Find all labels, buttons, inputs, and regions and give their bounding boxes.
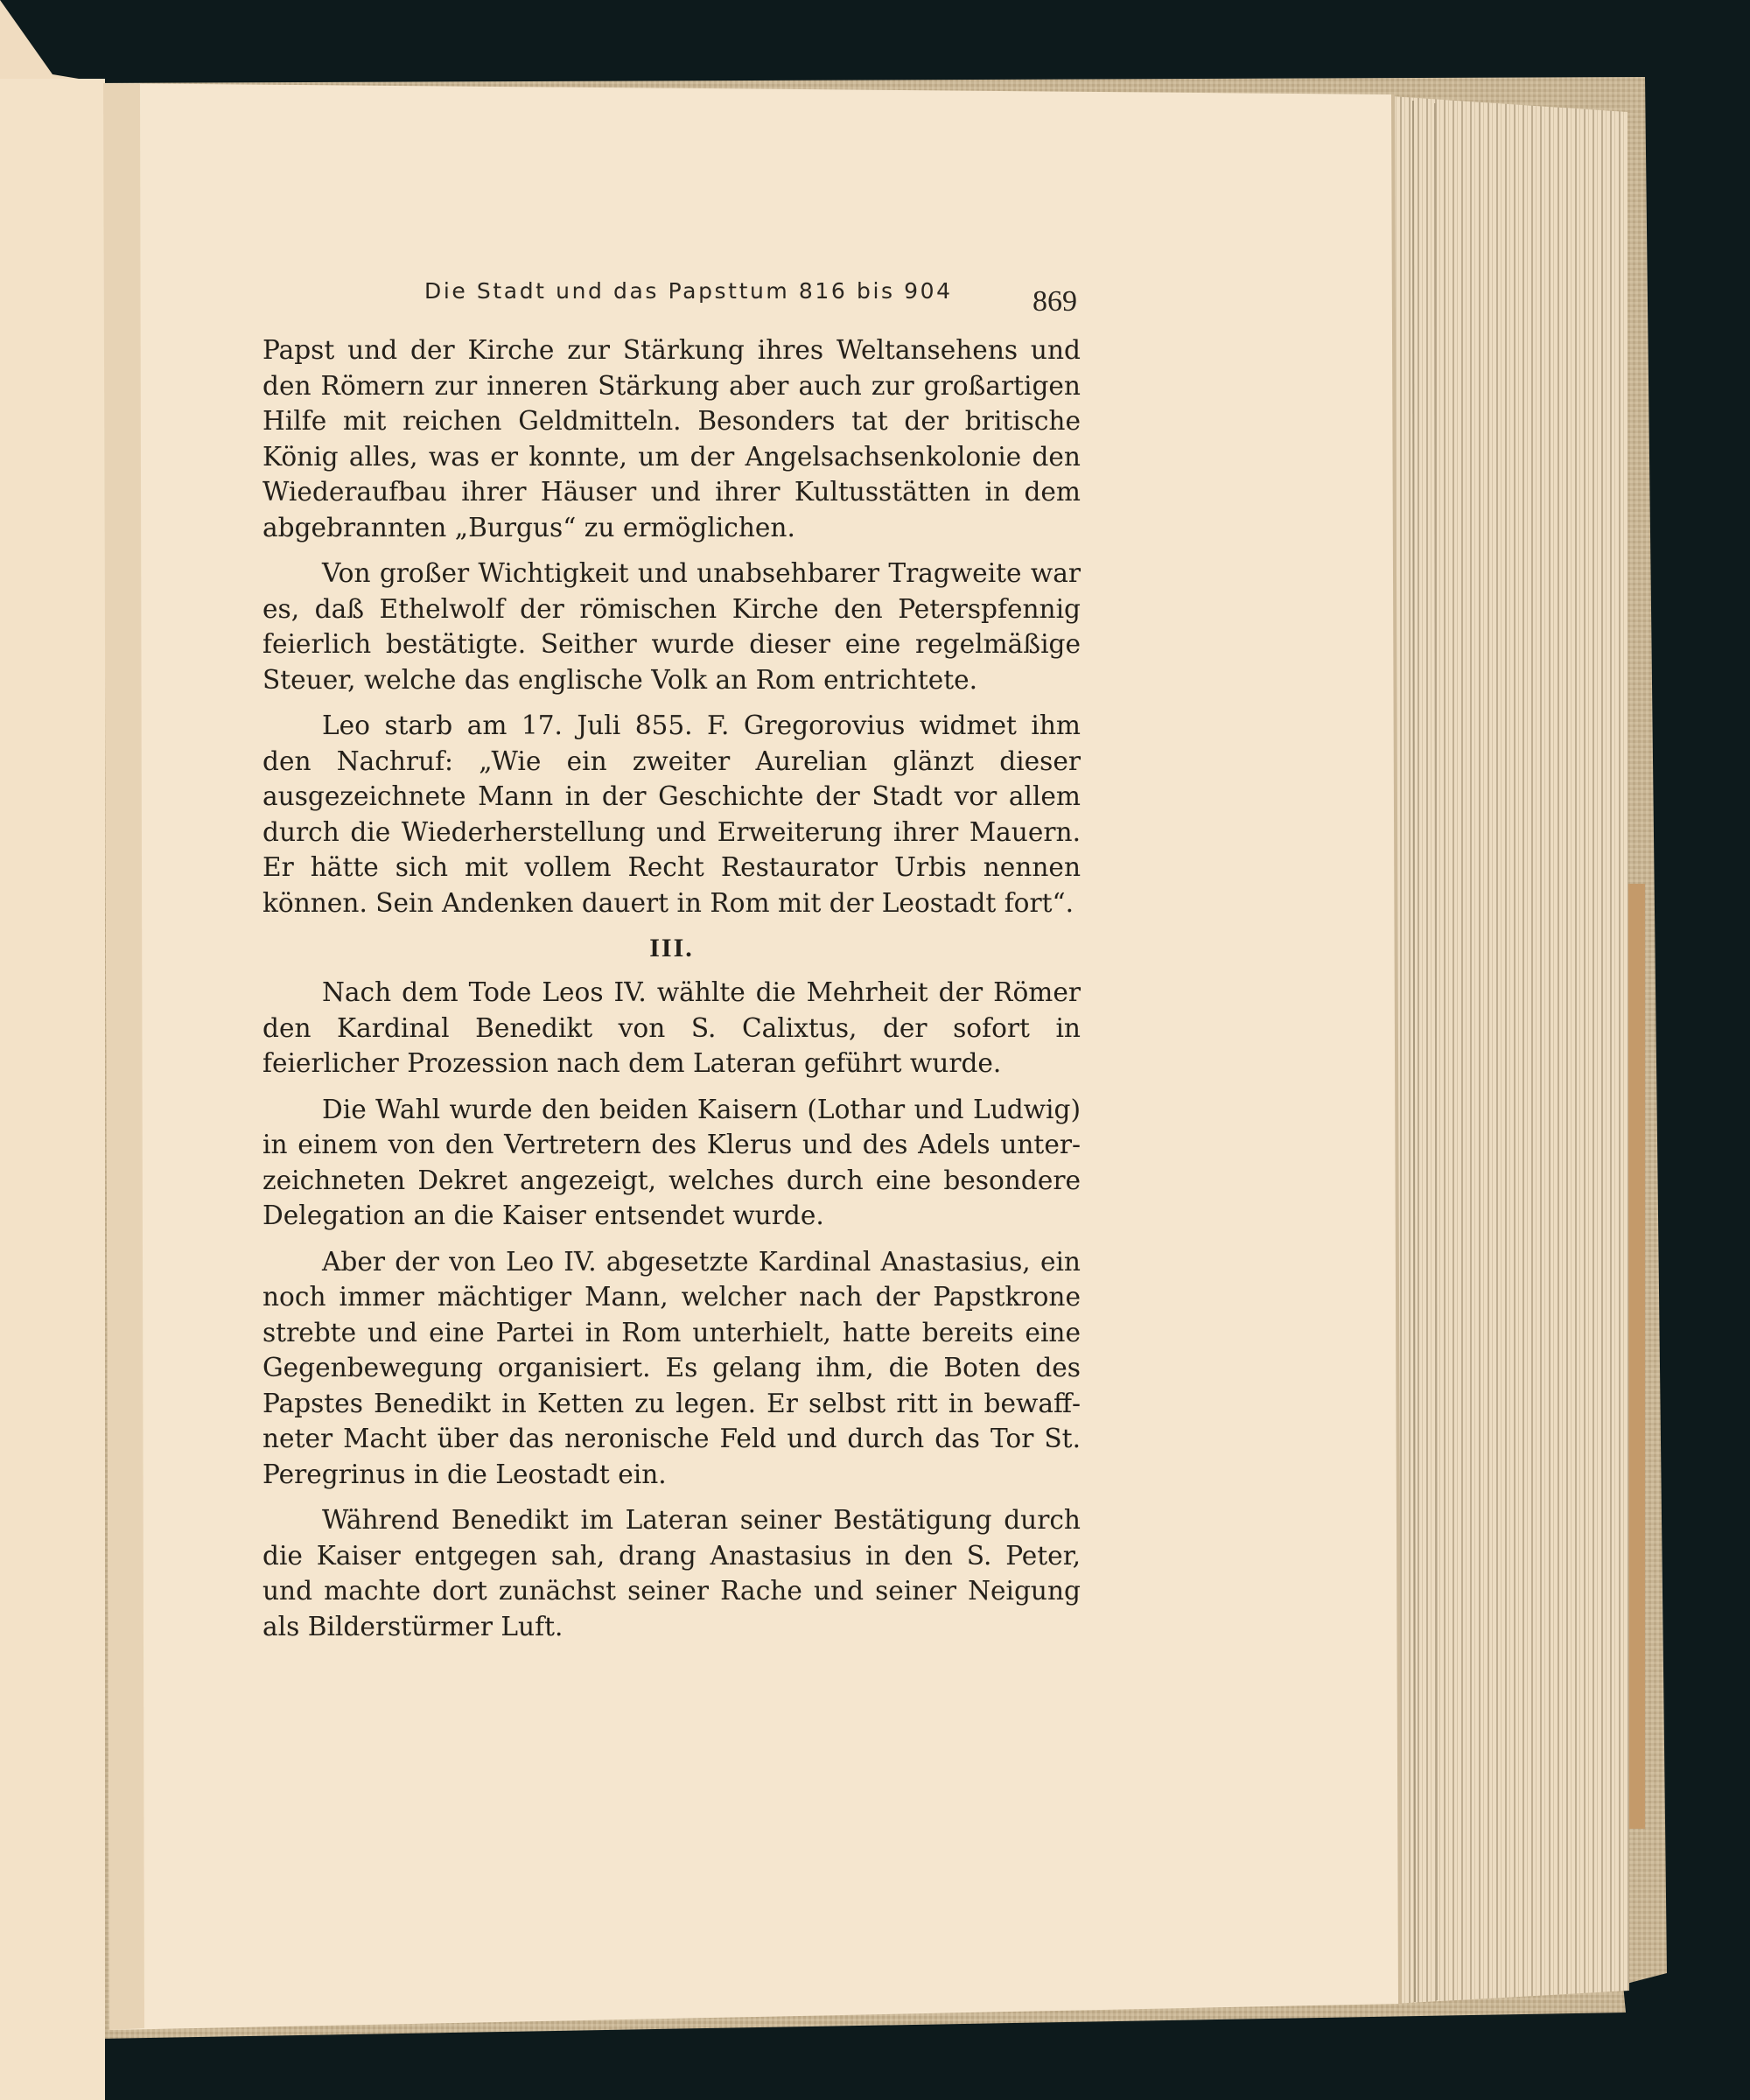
running-title: Die Stadt und das Papsttum 816 bis 904 — [424, 278, 953, 304]
running-head — [262, 271, 1081, 332]
paragraph: Papst und der Kirche zur Stärkung ihres Weltansehens und den Römern zur inneren Stärkung aber auch zur großartigen Hilfe mit reichen Geldmitteln. Besonders tat der britische König alles, was er konnte, um der Angelsachsenkolonie den Wiederaufbau ihrer Häuser und ihrer Kultusstätten in dem abgebrannten „Burgus“ zu ermöglichen. — [262, 335, 1081, 542]
paragraph: Während Benedikt im Lateran seiner Bestätigung durch die Kaiser entgegen sah, drang Anastasius in den S. Peter, und machte dort zunächst seiner Rache und seiner Neigung als Bilderstürmer Luft. — [262, 1505, 1081, 1642]
paragraph: Nach dem Tode Leos IV. wählte die Mehrheit der Römer den Kardinal Benedikt von S. Calixtus, der sofort in feierlicher Prozession nach dem Lateran geführt wurde. — [262, 977, 1081, 1078]
page-edges — [1391, 96, 1629, 2004]
page-number: 869 — [1032, 285, 1077, 318]
paragraph: Von großer Wichtigkeit und unabsehbarer Tragweite war es, daß Ethelwolf der römischen Kirche den Peterspfennig feierlich bestätigte. Seither wurde dieser eine regelmäßige Steuer, welche das englische Volk an Rom entrichtete. — [262, 558, 1081, 695]
paragraph: Aber der von Leo IV. abgesetzte Kardinal Anastasius, ein noch immer mächtiger Mann, welcher nach der Papstkrone strebte und eine Partei in Rom unterhielt, hatte bereits eine Gegenbewegung organisiert. Es gelang ihm, die Boten des Papstes Benedikt in Ketten zu legen. Er selbst ritt in bewaffneter Macht über das neronische Feld und durch das Tor St. Peregrinus in die Leostadt ein. — [262, 1246, 1081, 1489]
book-page — [262, 271, 1081, 1644]
paragraph: Leo starb am 17. Juli 855. F. Gregorovius widmet ihm den Nachruf: „Wie ein zweiter Aurelian glänzt dieser ausgezeichnete Mann in der Geschichte der Stadt vor allem durch die Wiederherstellung und Erweiterung ihrer Mauern. Er hätte sich mit vollem Recht Restaurator Urbis nennen können. Sein Andenken dauert in Rom mit der Leostadt fort“. — [262, 710, 1081, 918]
section-heading: III. — [649, 934, 694, 962]
paragraph: Die Wahl wurde den beiden Kaisern (Lothar und Ludwig) in einem von den Vertretern des Klerus und des Adels unterzeichneten Dekret angezeigt, welches durch eine besondere Delegation an die Kaiser entsendet wurde. — [262, 1094, 1081, 1230]
